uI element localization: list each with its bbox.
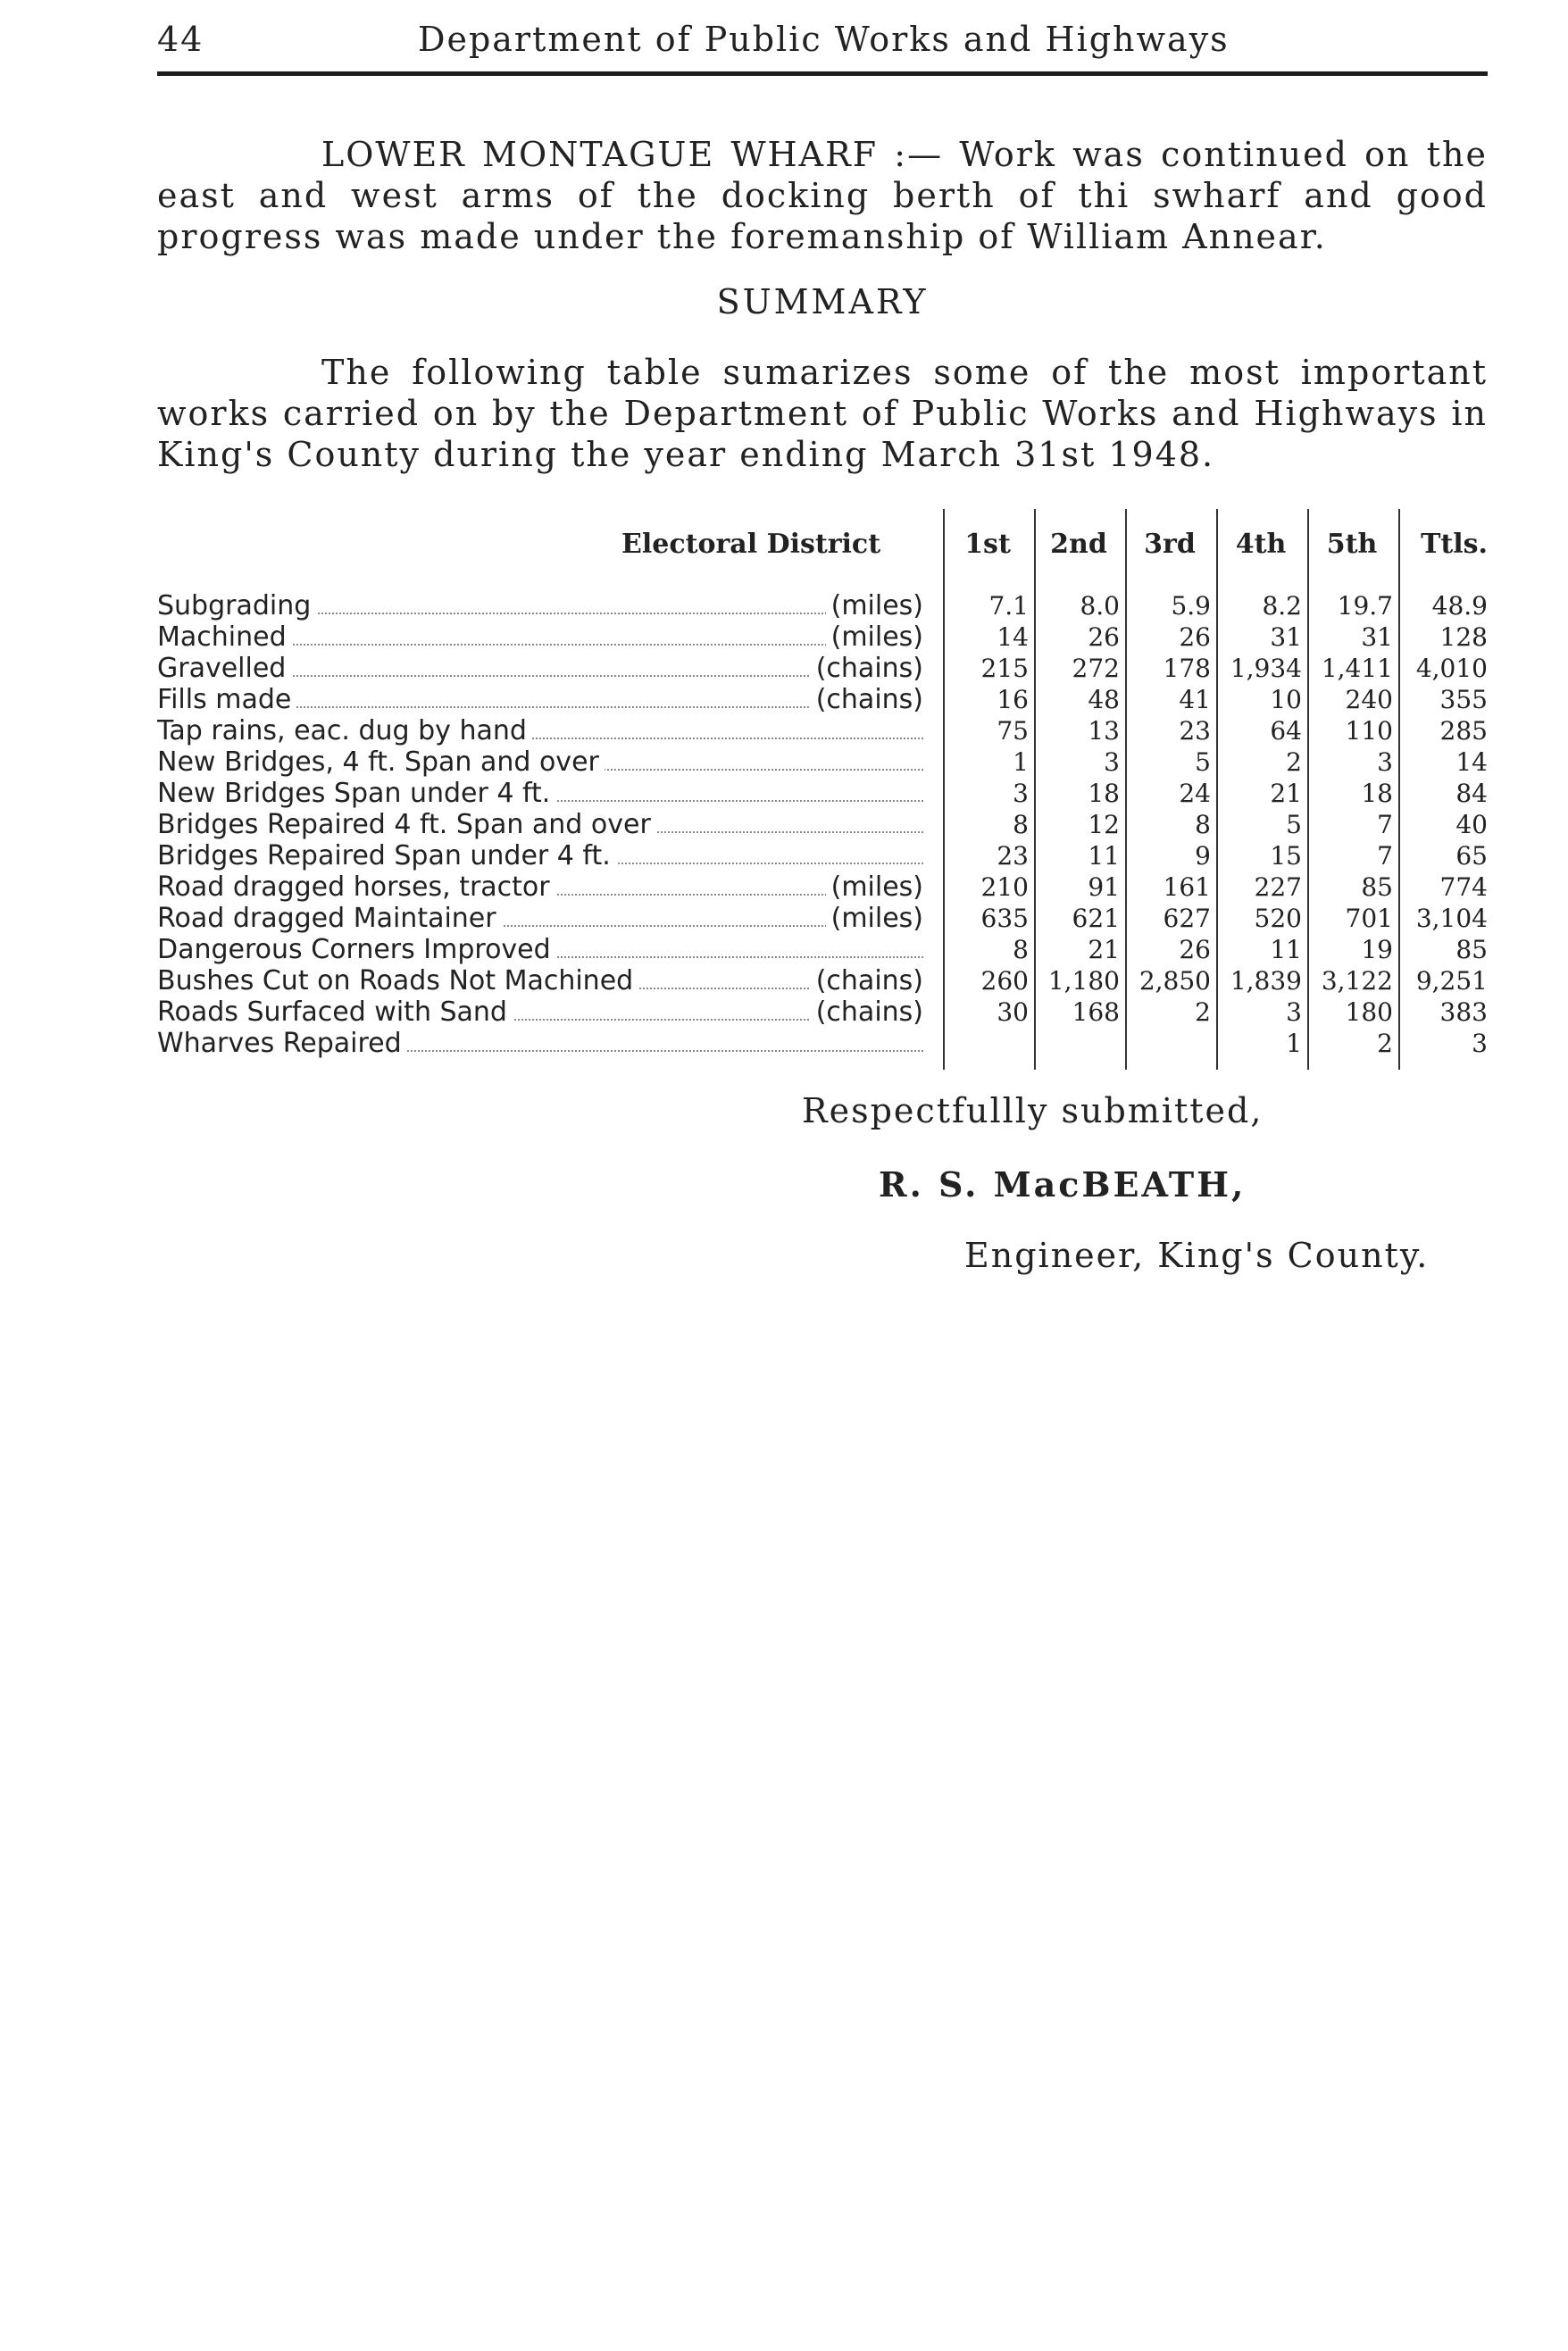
row-label: Tap rains, eac. dug by hand [157, 716, 532, 746]
row-value-cell: 110 [1345, 716, 1393, 746]
closing-salutation: Respectfullly submitted, [802, 1091, 1264, 1130]
table-row [157, 810, 1488, 840]
row-unit: (chains) [811, 654, 923, 684]
row-value-cell: 8 [1195, 810, 1211, 839]
row-value-cell: 7 [1377, 810, 1393, 839]
summary-table [157, 509, 1488, 1071]
row-value-cell: 180 [1345, 997, 1393, 1027]
row-value-cell: 178 [1163, 654, 1211, 683]
row-value-cell: 16 [997, 685, 1029, 714]
row-value-cell: 3 [1013, 779, 1029, 808]
row-label-cell [157, 935, 923, 965]
row-label-cell [157, 622, 923, 653]
row-value-cell: 24 [1179, 779, 1211, 808]
row-value-cell: 23 [997, 841, 1029, 871]
row-label-cell [157, 716, 923, 746]
row-value-cell: 2,850 [1138, 966, 1211, 996]
row-value-cell: 240 [1345, 685, 1393, 714]
table-row [157, 591, 1488, 621]
row-label: Gravelled [157, 654, 291, 684]
row-value-cell: 26 [1179, 935, 1211, 964]
row-total-cell: 3 [1472, 1029, 1488, 1058]
row-value-cell: 15 [1270, 841, 1302, 871]
row-value-cell: 3 [1104, 747, 1120, 777]
row-value-cell: 520 [1254, 904, 1302, 933]
row-total-cell: 40 [1455, 810, 1488, 839]
row-label-cell [157, 810, 923, 840]
row-value-cell: 1,839 [1230, 966, 1302, 996]
row-total-cell: 774 [1439, 872, 1488, 902]
row-total-cell: 48.9 [1431, 591, 1488, 621]
summary-intro-paragraph [157, 352, 1488, 475]
row-value-cell: 26 [1088, 622, 1120, 652]
row-label-cell [157, 685, 923, 715]
row-value-cell: 11 [1270, 935, 1302, 964]
row-label: Roads Surfaced with Sand [157, 997, 513, 1028]
wharf-text: LOWER MONTAGUE WHARF :— Work was continued on the east and west arms of the docking berth of thi swharf and good progress was made under the foremanship of William Annear. [157, 135, 1488, 256]
row-value-cell: 12 [1088, 810, 1120, 839]
row-value-cell: 227 [1254, 872, 1302, 902]
row-value-cell: 21 [1088, 935, 1120, 964]
row-label-cell [157, 654, 923, 684]
row-value-cell: 31 [1361, 622, 1393, 652]
row-total-cell: 85 [1455, 935, 1488, 964]
row-value-cell: 9 [1195, 841, 1211, 871]
row-label-cell [157, 904, 923, 934]
row-label-cell [157, 591, 923, 621]
row-label: Road dragged horses, tractor [157, 872, 555, 903]
table-row [157, 1029, 1488, 1059]
row-value-cell: 5 [1286, 810, 1302, 839]
table-row [157, 935, 1488, 965]
row-total-cell: 4,010 [1415, 654, 1488, 683]
row-value-cell: 1 [1013, 747, 1029, 777]
row-total-cell: 84 [1455, 779, 1488, 808]
row-value-cell: 18 [1361, 779, 1393, 808]
row-value-cell: 31 [1270, 622, 1302, 652]
row-value-cell: 23 [1179, 716, 1211, 746]
row-value-cell: 701 [1345, 904, 1393, 933]
row-label-cell [157, 872, 923, 903]
row-value-cell: 3,122 [1321, 966, 1393, 996]
row-unit: (chains) [811, 966, 923, 996]
page-header [157, 20, 1488, 66]
row-value-cell: 1 [1286, 1029, 1302, 1058]
summary-intro-text: The following table sumarizes some of the most important works carried on by the Department of Public Works and Highways in King's County during the year ending March 31st 1948. [157, 353, 1488, 474]
row-value-cell: 41 [1179, 685, 1211, 714]
table-row [157, 716, 1488, 746]
column-header-totals: Ttls. [1421, 529, 1488, 560]
row-total-cell: 285 [1439, 716, 1488, 746]
row-value-cell: 161 [1163, 872, 1211, 902]
row-unit: (miles) [826, 872, 923, 903]
row-value-cell: 75 [997, 716, 1029, 746]
row-value-cell: 21 [1270, 779, 1302, 808]
row-unit: (chains) [811, 685, 923, 715]
row-unit: (miles) [826, 622, 923, 653]
table-row [157, 747, 1488, 778]
row-value-cell: 210 [980, 872, 1029, 902]
row-value-cell: 64 [1270, 716, 1302, 746]
row-value-cell: 215 [980, 654, 1029, 683]
table-row [157, 841, 1488, 871]
row-value-cell: 2 [1286, 747, 1302, 777]
row-value-cell: 13 [1088, 716, 1120, 746]
row-value-cell: 3 [1377, 747, 1393, 777]
row-value-cell: 621 [1072, 904, 1120, 933]
table-row [157, 779, 1488, 809]
row-label-cell [157, 841, 923, 871]
row-label: Bridges Repaired Span under 4 ft. [157, 841, 616, 871]
row-value-cell: 8.2 [1262, 591, 1302, 621]
row-value-cell: 3 [1286, 997, 1302, 1027]
row-total-cell: 9,251 [1415, 966, 1488, 996]
row-value-cell: 2 [1377, 1029, 1393, 1058]
row-label: Subgrading [157, 591, 316, 621]
row-value-cell: 260 [980, 966, 1029, 996]
table-row [157, 654, 1488, 684]
table-row [157, 966, 1488, 996]
header-rule [157, 71, 1488, 76]
row-value-cell: 18 [1088, 779, 1120, 808]
row-value-cell: 627 [1163, 904, 1211, 933]
row-value-cell: 8 [1013, 810, 1029, 839]
wharf-paragraph [157, 134, 1488, 257]
row-value-cell: 14 [997, 622, 1029, 652]
row-value-cell: 30 [997, 997, 1029, 1027]
row-label-cell [157, 747, 923, 778]
row-label-cell [157, 997, 923, 1028]
row-value-cell: 26 [1179, 622, 1211, 652]
row-value-cell: 91 [1088, 872, 1120, 902]
row-value-cell: 1,180 [1047, 966, 1120, 996]
table-row [157, 872, 1488, 903]
row-value-cell: 7.1 [988, 591, 1029, 621]
row-unit: (miles) [826, 591, 923, 621]
row-value-cell: 2 [1195, 997, 1211, 1027]
row-label: Fills made [157, 685, 296, 715]
table-row [157, 685, 1488, 715]
row-label: New Bridges, 4 ft. Span and over [157, 747, 605, 778]
row-label: Road dragged Maintainer [157, 904, 502, 934]
column-header-2nd: 2nd [1050, 529, 1107, 560]
row-unit: (miles) [826, 904, 923, 934]
page-number: 44 [157, 20, 204, 59]
row-label: Dangerous Corners Improved [157, 935, 556, 965]
signer-title: Engineer, King's County. [964, 1236, 1430, 1275]
row-value-cell: 10 [1270, 685, 1302, 714]
column-header-4th: 4th [1235, 529, 1287, 560]
row-header-label: Electoral District [621, 529, 881, 560]
row-value-cell: 1,411 [1321, 654, 1393, 683]
row-value-cell: 48 [1088, 685, 1120, 714]
row-value-cell: 1,934 [1230, 654, 1302, 683]
row-value-cell: 11 [1088, 841, 1120, 871]
row-label-cell [157, 966, 923, 996]
row-value-cell: 168 [1072, 997, 1120, 1027]
row-label: Machined [157, 622, 292, 653]
table-row [157, 904, 1488, 934]
row-label: Wharves Repaired [157, 1029, 407, 1059]
table-row [157, 622, 1488, 653]
row-total-cell: 383 [1439, 997, 1488, 1027]
row-value-cell: 8 [1013, 935, 1029, 964]
row-total-cell: 14 [1455, 747, 1488, 777]
row-value-cell: 85 [1361, 872, 1393, 902]
row-label: Bridges Repaired 4 ft. Span and over [157, 810, 656, 840]
row-total-cell: 3,104 [1415, 904, 1488, 933]
signer-name: R. S. MacBEATH, [879, 1164, 1247, 1205]
summary-heading: SUMMARY [716, 282, 929, 321]
row-total-cell: 65 [1455, 841, 1488, 871]
row-value-cell: 19 [1361, 935, 1393, 964]
row-label: New Bridges Span under 4 ft. [157, 779, 555, 809]
row-label-cell [157, 1029, 923, 1059]
row-value-cell: 5 [1195, 747, 1211, 777]
row-value-cell: 272 [1072, 654, 1120, 683]
row-value-cell: 7 [1377, 841, 1393, 871]
row-value-cell: 635 [980, 904, 1029, 933]
row-label-cell [157, 779, 923, 809]
column-header-3rd: 3rd [1144, 529, 1196, 560]
row-total-cell: 128 [1439, 622, 1488, 652]
row-value-cell: 8.0 [1080, 591, 1120, 621]
row-unit: (chains) [811, 997, 923, 1028]
column-header-5th: 5th [1326, 529, 1378, 560]
table-row [157, 997, 1488, 1028]
row-label: Bushes Cut on Roads Not Machined [157, 966, 638, 996]
row-value-cell: 19.7 [1337, 591, 1393, 621]
row-total-cell: 355 [1439, 685, 1488, 714]
row-value-cell: 5.9 [1171, 591, 1211, 621]
running-title: Department of Public Works and Highways [418, 20, 1230, 59]
column-header-1st: 1st [964, 529, 1011, 560]
